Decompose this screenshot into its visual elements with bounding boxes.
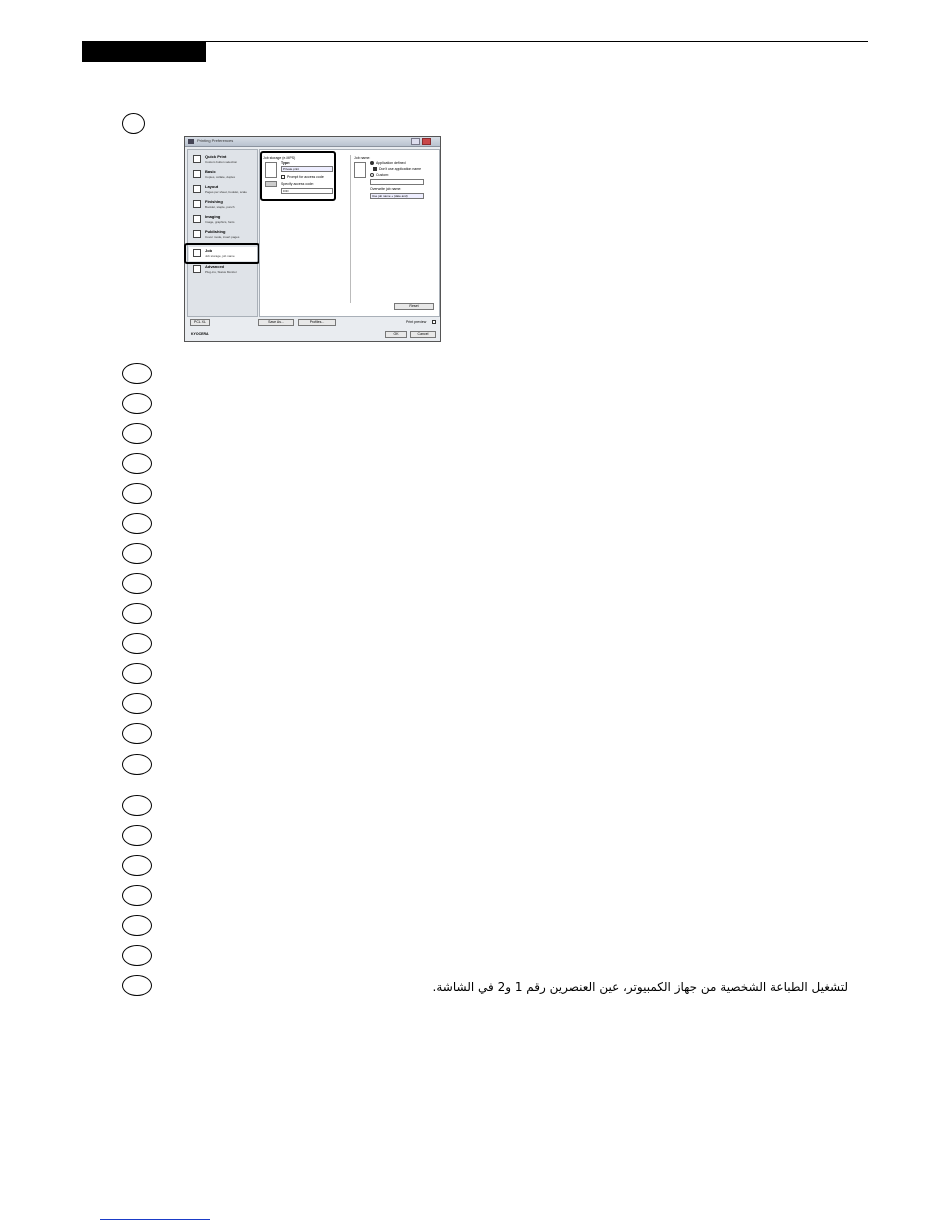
kyocera-logo: KYOCERA [191, 332, 209, 336]
sidebar-item-label: Layout [205, 184, 219, 189]
job-name-label: Job name: [354, 156, 371, 160]
highlight-job-item [184, 243, 260, 264]
sidebar-item-label: Basic [205, 169, 216, 174]
publishing-icon [193, 230, 201, 238]
panel-divider [350, 155, 351, 303]
language-circle [122, 573, 152, 594]
language-circle [122, 825, 152, 846]
sidebar-item-label: Publishing [205, 229, 226, 234]
language-circle [122, 915, 152, 936]
arabic-instruction: لتشغيل الطباعة الشخصية من جهاز الكمبيوتر، عين العنصرين رقم 1 و2 في الشاشة. [432, 980, 848, 994]
cancel-button: Cancel [410, 331, 436, 338]
ok-button: OK [385, 331, 407, 338]
sidebar [187, 149, 258, 317]
sidebar-item-imaging [189, 213, 257, 227]
language-circle [122, 603, 152, 624]
sidebar-item-advanced [189, 263, 257, 277]
dont-use-label: Don't use application name [379, 167, 422, 171]
basic-icon [193, 170, 201, 178]
layout-icon [193, 185, 201, 193]
sidebar-item-desc: Copies, collate, duplex [205, 175, 236, 179]
printer-icon [188, 139, 194, 144]
highlight-job-storage [260, 151, 336, 201]
language-circle [122, 363, 152, 384]
app-defined-radio [370, 161, 374, 165]
footer-link-line [100, 1219, 210, 1220]
sidebar-item-desc: Job storage, job name [205, 254, 235, 258]
job-storage-label: Job storage (e-MPS) [263, 156, 296, 160]
dont-use-checkbox [373, 167, 377, 171]
type-dropdown: Private print [281, 166, 333, 172]
print-preview-label: Print preview [406, 320, 427, 324]
language-circle [122, 543, 152, 564]
language-circle [122, 393, 152, 414]
access-code-label: Specify access code: [281, 182, 314, 186]
sidebar-item-quick-print [189, 153, 257, 167]
language-circle [122, 633, 152, 654]
overwrite-label: Overwrite job name: [370, 187, 402, 191]
overwrite-dropdown: Use job name + (date and) [370, 193, 424, 199]
sidebar-item-label: Finishing [205, 199, 223, 204]
sidebar-item-desc: Booklet, staple, punch [205, 205, 235, 209]
reset-button: Reset [394, 303, 434, 310]
language-circle [122, 885, 152, 906]
language-circle [122, 693, 152, 714]
header-tab [82, 42, 206, 62]
help-icon [411, 138, 420, 145]
prompt-label: Prompt for access code [287, 175, 324, 179]
sidebar-item-label: Imaging [205, 214, 221, 219]
pen-icon [354, 162, 366, 178]
sidebar-item-label: Quick Print [205, 154, 227, 159]
imaging-icon [193, 215, 201, 223]
sidebar-item-desc: Custom button selection [205, 160, 238, 164]
sidebar-item-desc: Pages per sheet, booklet, scale [205, 190, 247, 194]
save-as-button: Save As... [258, 319, 294, 326]
language-circle [122, 855, 152, 876]
sidebar-item-desc: Image, graphics, fonts [205, 220, 235, 224]
type-label: Type: [281, 161, 291, 165]
sidebar-item-layout [189, 183, 257, 197]
language-circle [122, 423, 152, 444]
language-circle [122, 513, 152, 534]
custom-label: Custom: [376, 173, 390, 177]
advanced-icon [193, 265, 201, 273]
custom-input [370, 179, 424, 185]
access-code-input: •••• [281, 188, 333, 194]
sidebar-item-label: Job [205, 248, 213, 253]
app-defined-label: Application defined [376, 161, 406, 165]
print-preview-checkbox [432, 320, 436, 324]
profiles-button: Profiles... [298, 319, 336, 326]
sidebar-item-basic [189, 168, 257, 182]
language-circle [122, 723, 152, 744]
language-circle [122, 754, 152, 775]
language-circle [122, 663, 152, 684]
printing-preferences-screenshot [184, 136, 441, 342]
language-circle [122, 483, 152, 504]
sidebar-item-publishing [189, 228, 257, 242]
close-icon [422, 138, 431, 145]
language-circle [122, 795, 152, 816]
step-circle [122, 113, 145, 134]
sidebar-item-desc: Plug-ins, Status Monitor [205, 270, 237, 274]
pcl-label: PCL XL [190, 319, 210, 326]
dialog-title: Printing Preferences [197, 138, 234, 143]
quick-print-icon [193, 155, 201, 163]
language-circle [122, 975, 152, 996]
job-panel [259, 149, 440, 317]
custom-radio [370, 173, 374, 177]
dialog-title-bar [185, 137, 440, 147]
sidebar-item-label: Advanced [205, 264, 225, 269]
sidebar-item-desc: Cover mode, insert pages [205, 235, 240, 239]
finishing-icon [193, 200, 201, 208]
language-circle [122, 945, 152, 966]
language-circle [122, 453, 152, 474]
sidebar-item-finishing [189, 198, 257, 212]
